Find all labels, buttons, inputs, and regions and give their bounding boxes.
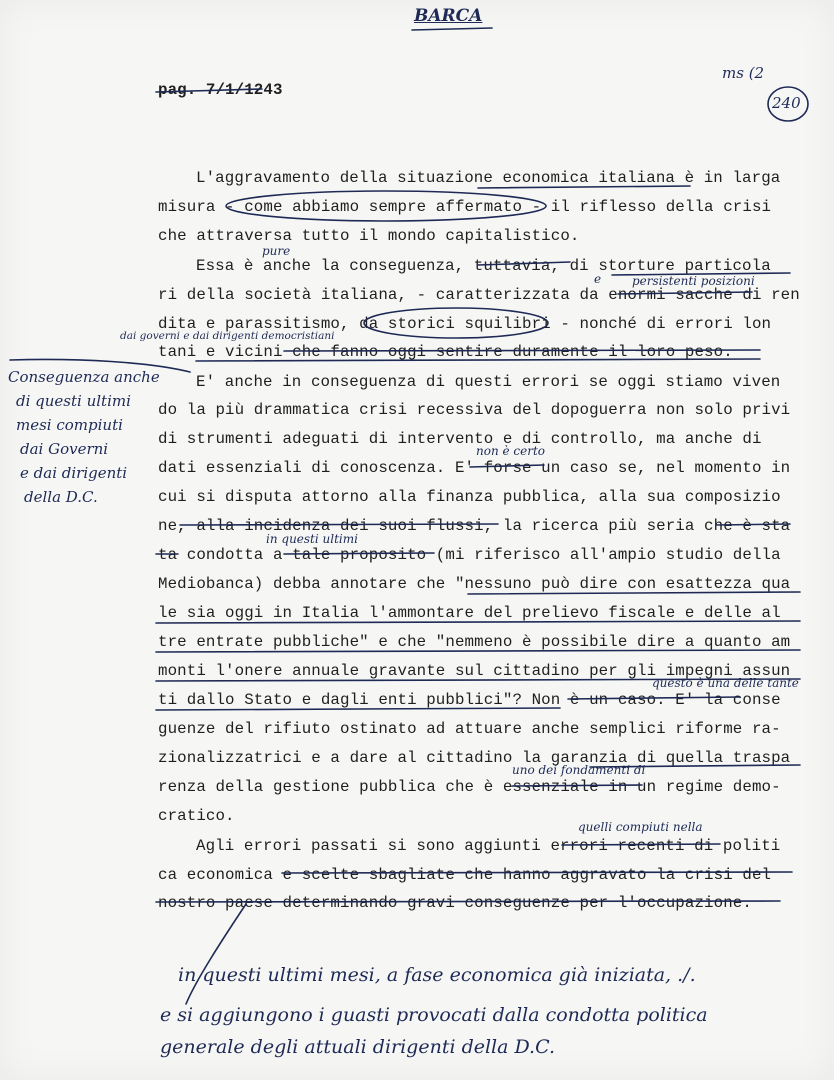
margin-note-line: di questi ultimi	[16, 392, 131, 410]
typed-line: ti dallo Stato e dagli enti pubblici"? Non è un caso. E' la conse	[158, 691, 781, 709]
typed-line: E' anche in conseguenza di questi errori se oggi stiamo viven	[196, 373, 781, 391]
interlinear-note: questo è una delle tante	[652, 676, 799, 690]
margin-note-line: mesi compiuti	[16, 416, 123, 434]
circled-page-number: 240	[772, 94, 801, 112]
typed-line: ne, alla incidenza dei suoi flussi, la ricerca più seria che è sta	[158, 517, 791, 535]
typed-line: le sia oggi in Italia l'ammontare del prelievo fiscale e delle al	[158, 604, 781, 622]
interlinear-note: non è certo	[476, 444, 546, 458]
typed-line: Agli errori passati si sono aggiunti errori recenti di politi	[196, 837, 781, 855]
typed-line: guenze del rifiuto ostinato ad attuare anche semplici riforme ra-	[158, 720, 781, 738]
interlinear-note: in questi ultimi	[266, 532, 358, 546]
bottom-note-line: e si aggiungono i guasti provocati dalla condotta politica	[160, 1004, 708, 1026]
typed-line: di strumenti adeguati di intervento e di controllo, ma anche di	[158, 430, 762, 448]
typed-line: zionalizzatrici e a dare al cittadino la garanzia di quella traspa	[158, 749, 791, 767]
margin-note-line: dai Governi	[20, 440, 109, 458]
top-right-note: ms (2	[722, 64, 765, 82]
margin-note-line: della D.C.	[24, 488, 98, 506]
typed-line: do la più drammatica crisi recessiva del dopoguerra non solo privi	[158, 401, 791, 419]
interlinear-note: pure	[262, 244, 291, 258]
margin-note-line: e dai dirigenti	[20, 464, 128, 482]
bottom-note-line: in questi ultimi mesi, a fase economica già iniziata, ./.	[178, 964, 696, 986]
typed-line: che attraversa tutto il mondo capitalistico.	[158, 227, 580, 245]
typed-line: ca economica e scelte sbagliate che hanno aggravato la crisi del	[158, 866, 772, 884]
bottom-note-line: generale degli attuali dirigenti della D.C.	[160, 1036, 555, 1058]
typed-line: monti l'onere annuale gravante sul cittadino per gli impegni assun	[158, 662, 791, 680]
typed-line: L'aggravamento della situazione economica italiana è in larga	[196, 169, 781, 187]
interlinear-note: persistenti posizioni	[632, 274, 755, 288]
typed-line: Mediobanca) debba annotare che "nessuno può dire con esattezza qua	[158, 575, 791, 593]
interlinear-note: e	[594, 272, 602, 286]
archive-mark: BARCA	[414, 6, 483, 26]
typed-line: tre entrate pubbliche" e che "nemmeno è possibile dire a quanto am	[158, 633, 791, 651]
typed-line: Essa è anche la conseguenza, tuttavia, di storture particola	[196, 257, 771, 275]
typed-line: dita e parassitismo, da storici squilibri - nonché di errori lon	[158, 315, 772, 333]
typed-line: ta condotta a tale proposito (mi riferisco all'ampio studio della	[158, 546, 781, 564]
typed-line: cratico.	[158, 807, 235, 825]
margin-note-line: Conseguenza anche	[8, 368, 160, 386]
typed-line: tani e vicini che fanno oggi sentire duramente il loro peso.	[158, 343, 733, 361]
interlinear-note: quelli compiuti nella	[578, 820, 703, 834]
interlinear-note: uno dei fondamenti di	[512, 763, 646, 777]
typed-line: misura - come abbiamo sempre affermato - il riflesso della crisi	[158, 198, 772, 216]
header-underline	[412, 28, 492, 30]
typed-line: renza della gestione pubblica che è essenziale in un regime demo-	[158, 778, 781, 796]
interlinear-note: dai governi e dai dirigenti democristiani	[120, 330, 335, 342]
typed-line: nostro paese determinando gravi conseguenze per l'occupazione.	[158, 894, 752, 912]
insertion-stroke	[186, 904, 246, 1004]
typed-line: dati essenziali di conoscenza. E' forse un caso se, nel momento in	[158, 459, 791, 477]
typed-line: ri della società italiana, - caratterizzata da enormi sacche di ren	[158, 286, 800, 304]
page-reference: pag. 7/1/1243	[158, 81, 283, 99]
typed-line: cui si disputa attorno alla finanza pubblica, alla sua composizio	[158, 488, 781, 506]
